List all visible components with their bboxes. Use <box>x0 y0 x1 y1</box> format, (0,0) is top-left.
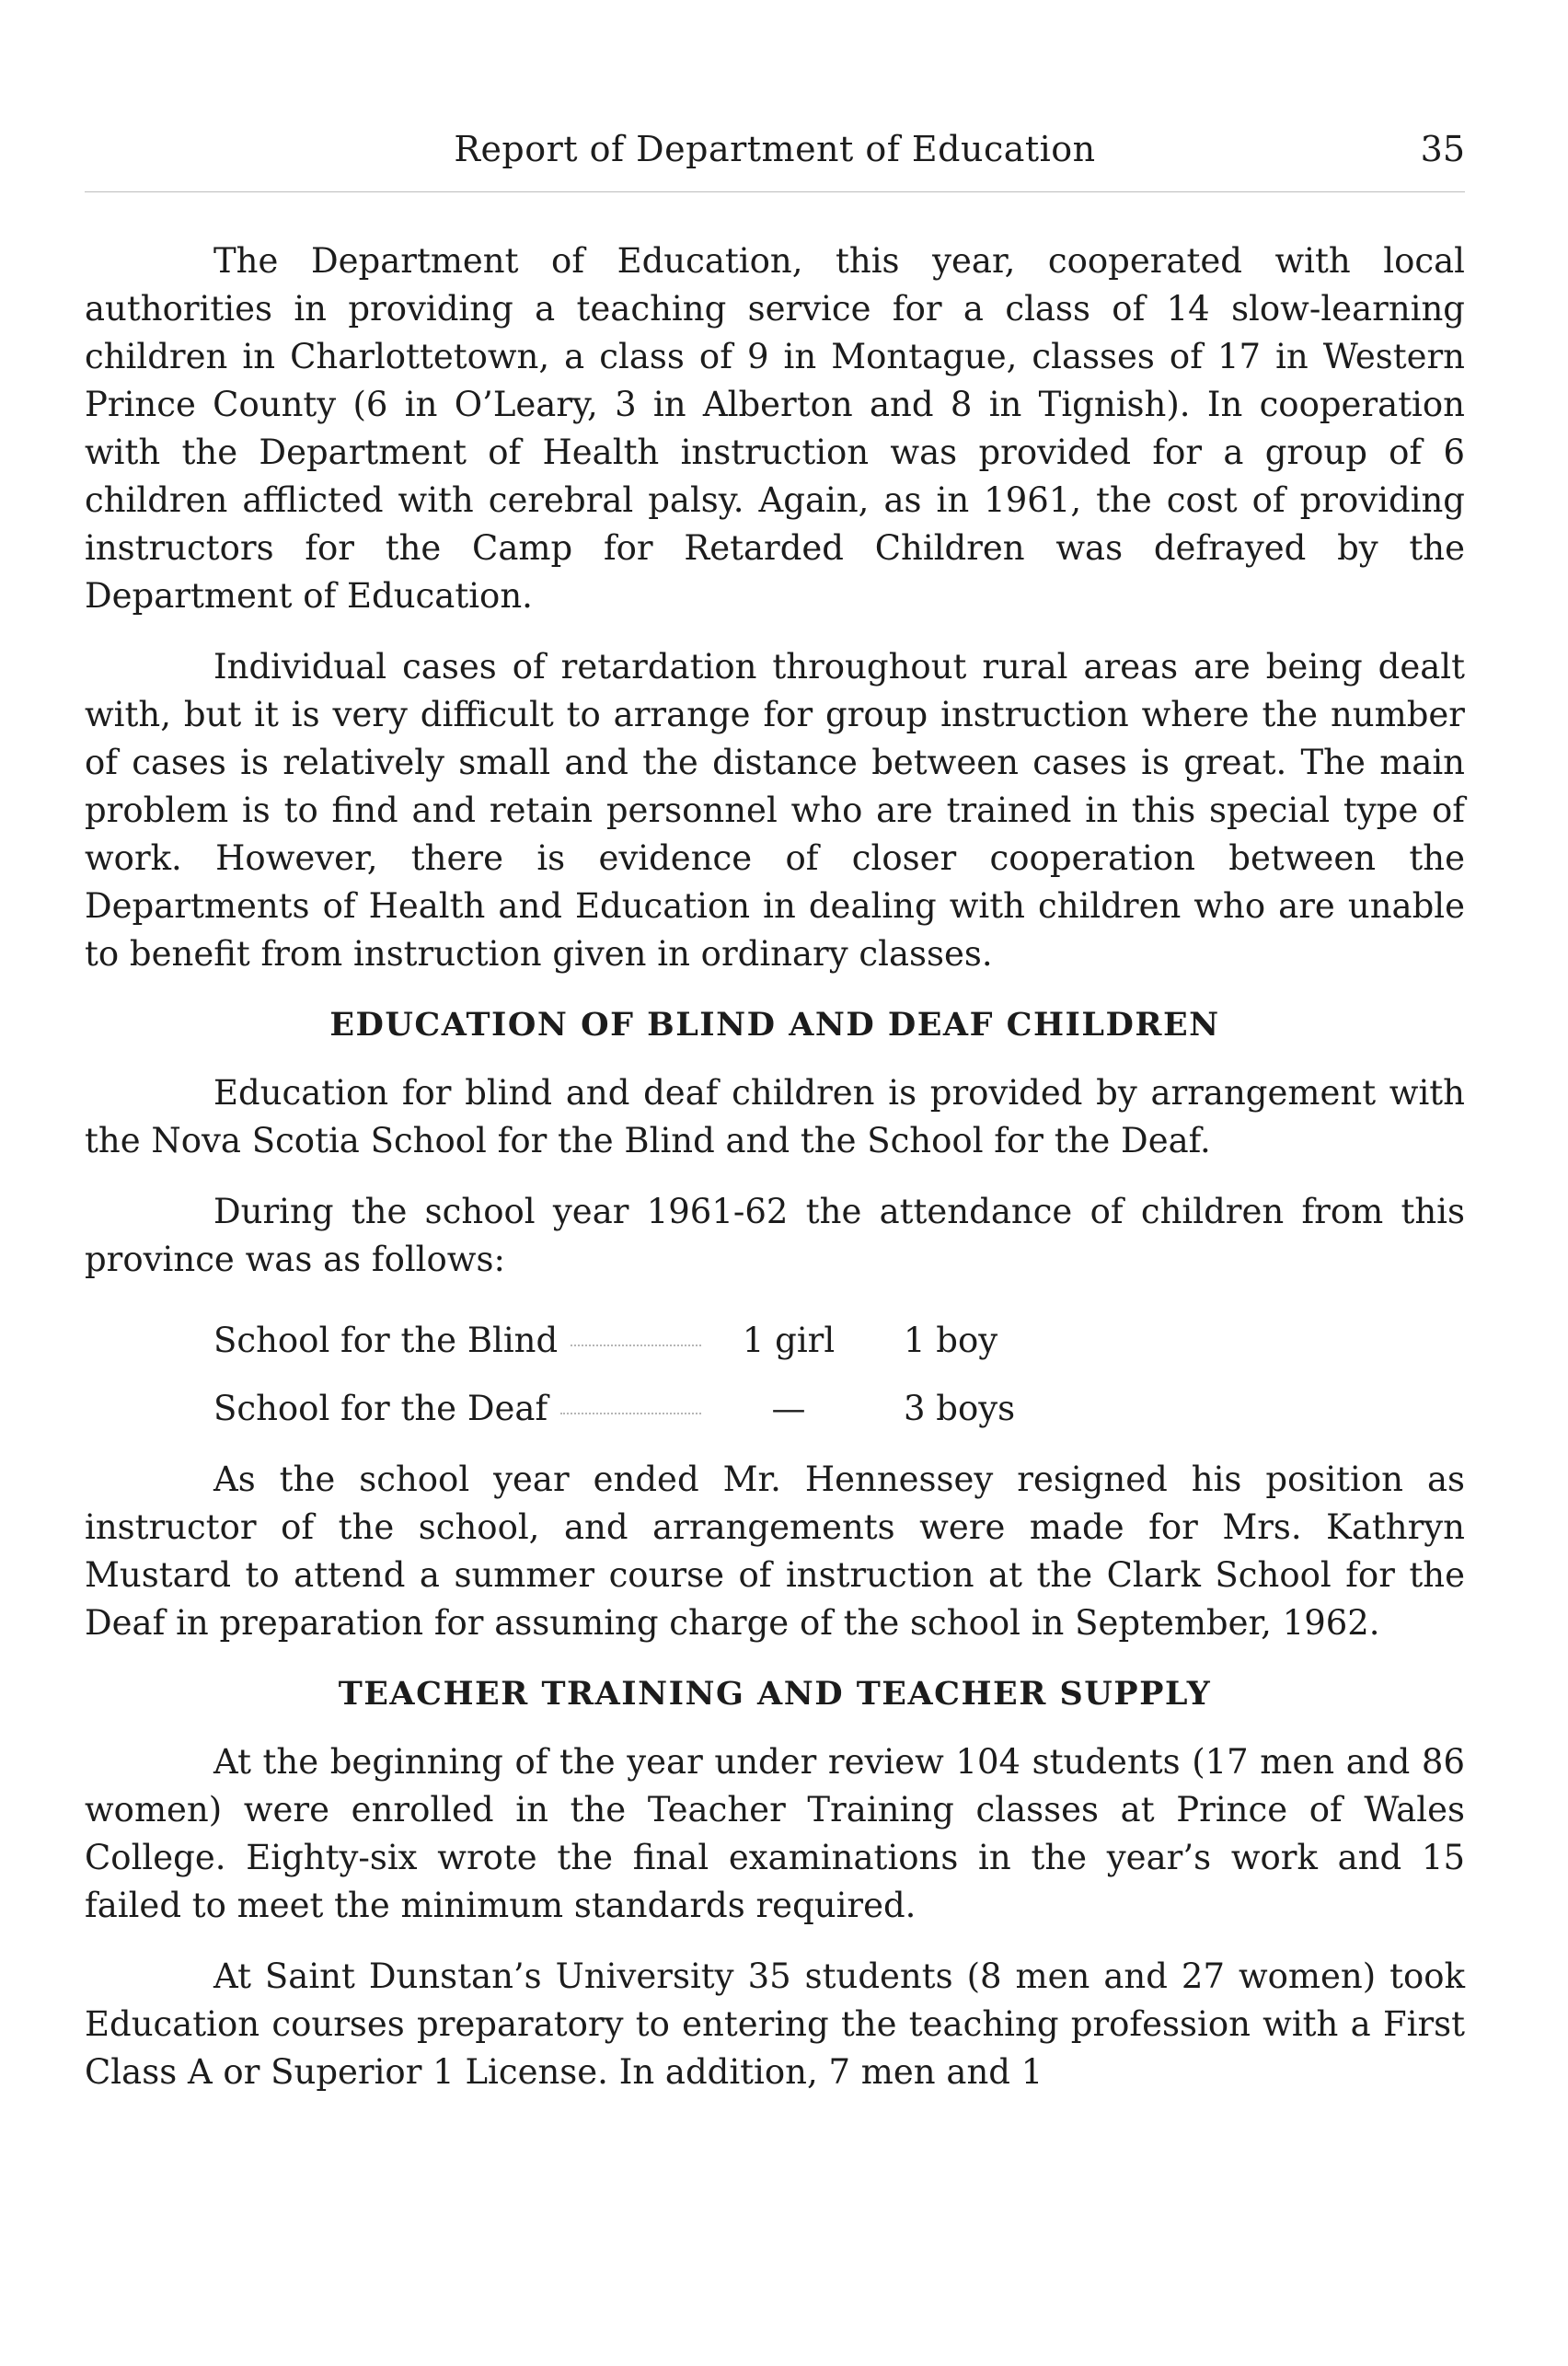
attendance-row-deaf <box>213 1375 1097 1443</box>
boys-count: 3 boys <box>904 1389 1016 1428</box>
paragraph-hennessey-resignation: As the school year ended Mr. Hennessey resigned his position as instructor of the school, and arrangements were made for Mrs. Kathryn Mustard to attend a summer course of instruction at the Clark School for the Deaf in preparation for assuming charge of the school in September, 1962. <box>85 1460 1465 1643</box>
paragraph-saint-dunstans: At Saint Dunstan’s University 35 students (8 men and 27 women) took Education courses preparatory to entering the teaching profession with a First Class A or Superior 1 License. In addition, 7 men and 1 <box>85 1956 1465 2092</box>
paragraph-blind-deaf-arrangement: Education for blind and deaf children is provided by arrangement with the Nova Scotia School for the Blind and the School for the Deaf. <box>85 1073 1465 1160</box>
boys-count: 1 boy <box>904 1321 998 1360</box>
paragraph-slow-learners: The Department of Education, this year, cooperated with local authorities in providing a teaching service for a class of 14 slow-learning children in Charlottetown, a class of 9 in Montague, classes of 17 in Western Prince County (6 in O’Leary, 3 in Alberton and 8 in Tignish). In cooperation with the Department of Health instruction was provided for a group of 6 children afflicted with cerebral palsy. Again, as in 1961, the cost of providing instructors for the Camp for Retarded Children was defrayed by the Department of Education. <box>85 241 1465 616</box>
section-heading-teacher-training: TEACHER TRAINING AND TEACHER SUPPLY <box>338 1675 1212 1713</box>
running-title: Report of Department of Education <box>454 129 1096 169</box>
section-heading-blind-deaf: EDUCATION OF BLIND AND DEAF CHILDREN <box>329 1006 1220 1044</box>
paragraph-attendance-intro: During the school year 1961-62 the attendance of children from this province was as follows: <box>85 1192 1465 1279</box>
school-name: School for the Blind <box>213 1321 559 1360</box>
girls-count: — <box>771 1389 806 1428</box>
dot-leader <box>571 1345 701 1346</box>
page-body <box>85 237 1465 2119</box>
page-header <box>85 129 1465 184</box>
girls-count: 1 girl <box>742 1321 836 1360</box>
attendance-table <box>213 1307 1097 1443</box>
attendance-row-blind <box>213 1307 1097 1375</box>
paragraph-retardation-cases: Individual cases of retardation throughout rural areas are being dealt with, but it is very difficult to arrange for group instruction where the number of cases is relatively small and the distance between cases is great. The main problem is to find and retain personnel who are trained in this special type of work. However, there is evidence of closer cooperation between the Departments of Health and Education in dealing with children who are unable to benefit from instruction given in ordinary classes. <box>85 647 1465 974</box>
school-name: School for the Deaf <box>213 1389 548 1428</box>
page-number: 35 <box>1420 129 1465 169</box>
header-rule <box>85 191 1465 192</box>
dot-leader <box>560 1413 701 1414</box>
paragraph-prince-of-wales: At the beginning of the year under review 104 students (17 men and 86 women) were enrolled in the Teacher Training classes at Prince of Wales College. Eighty-six wrote the final examinations in the year’s work and 15 failed to meet the minimum standards required. <box>85 1742 1465 1925</box>
